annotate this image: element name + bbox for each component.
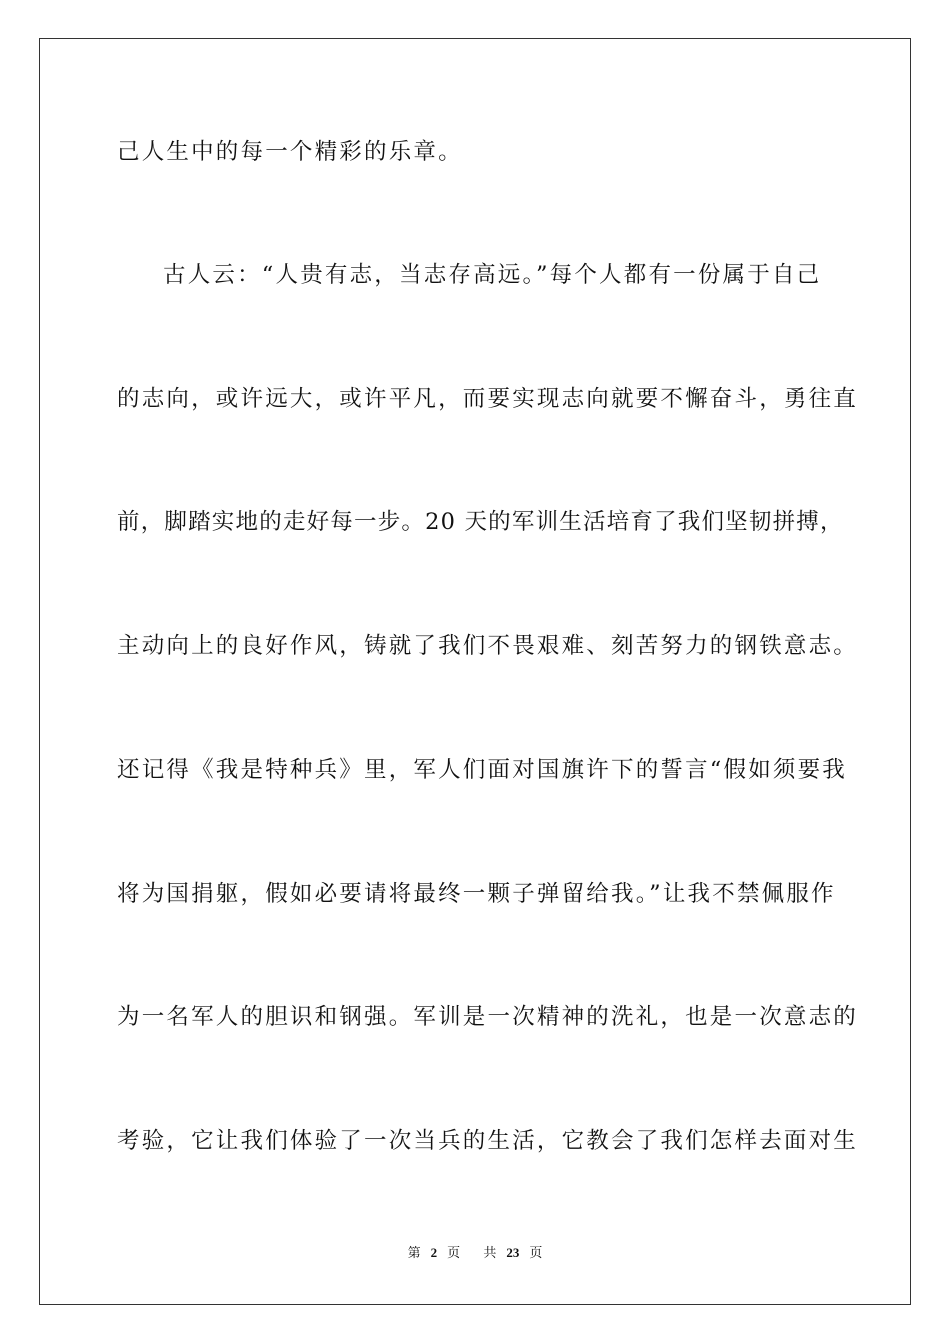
body-text-line-6: 还记得《我是特种兵》里，军人们面对国旗许下的誓言“假如须要我	[117, 757, 848, 783]
body-text-line-9: 考验，它让我们体验了一次当兵的生活，它教会了我们怎样去面对生	[117, 1128, 859, 1154]
total-pages-number: 23	[506, 1245, 520, 1260]
body-text-line-2: 古人云：“人贵有志，当志存高远。”每个人都有一份属于自己	[163, 262, 822, 288]
body-text-line-5: 主动向上的良好作风，铸就了我们不畏艰难、刻苦努力的钢铁意志。	[117, 633, 859, 659]
page-prefix: 第	[407, 1245, 421, 1260]
body-text-line-4: 前，脚踏实地的走好每一步。20 天的军训生活培育了我们坚韧拼搏，	[117, 509, 844, 535]
body-text-line-8: 为一名军人的胆识和钢强。军训是一次精神的洗礼，也是一次意志的	[117, 1004, 859, 1030]
page-number	[403, 1245, 466, 1260]
page-suffix: 页	[447, 1245, 461, 1260]
page-footer	[0, 1244, 950, 1262]
total-suffix: 页	[529, 1245, 543, 1260]
total-prefix: 共	[483, 1245, 497, 1260]
current-page-number: 2	[430, 1245, 438, 1260]
total-pages	[478, 1245, 547, 1260]
body-text-line-1: 己人生中的每一个精彩的乐章。	[117, 139, 463, 165]
body-text-line-3: 的志向，或许远大，或许平凡，而要实现志向就要不懈奋斗，勇往直	[117, 386, 859, 412]
body-text-line-7: 将为国捐躯，假如必要请将最终一颗子弹留给我。”让我不禁佩服作	[117, 881, 836, 907]
page-border	[39, 38, 911, 1305]
